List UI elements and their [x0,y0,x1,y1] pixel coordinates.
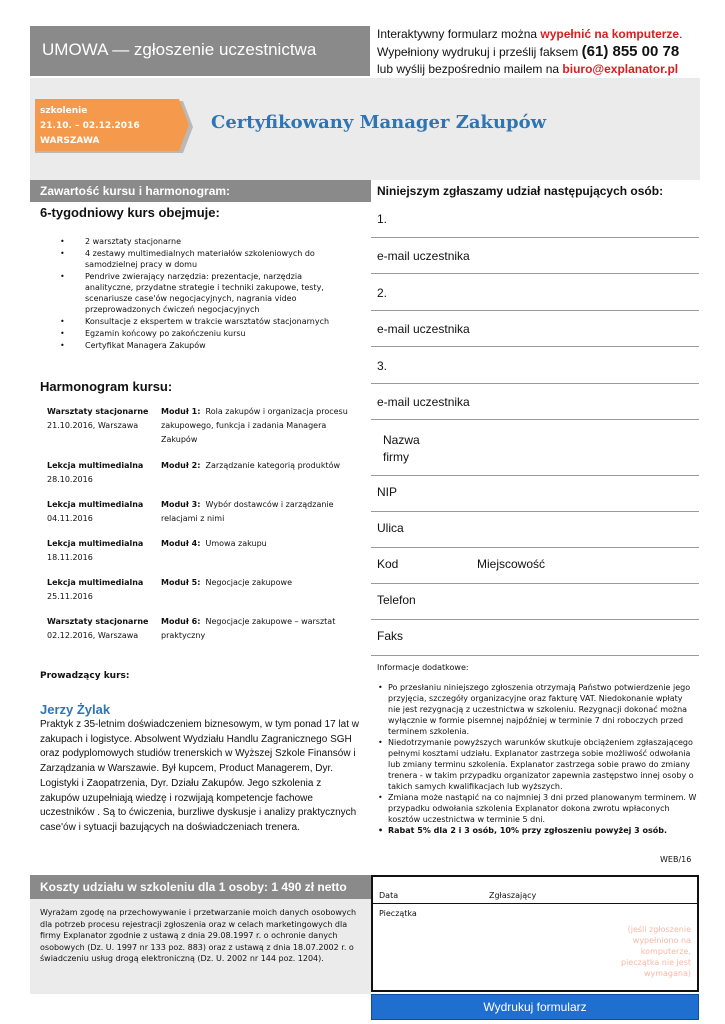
contact-info [377,26,707,78]
cost-title: Koszty udziału w szkoleniu dla 1 osoby: 1 490 zł netto [40,880,347,894]
schedule-date: 18.11.2016 [47,553,93,562]
schedule-date: 21.10.2016, Warszawa [47,421,139,430]
participant-2-email-field[interactable] [371,311,699,347]
info-list [377,682,697,836]
street-field[interactable] [371,512,699,548]
contact-line1-end: . [679,27,683,41]
module-label: Moduł 3: [161,500,201,509]
field-label: firmy [383,450,409,464]
contact-line1: Interaktywny formularz można [377,27,541,41]
schedule-date: 25.11.2016 [47,592,93,601]
schedule-type: Warsztaty stacjonarne [47,407,149,416]
list-item: • 4 zestawy multimedialnych materiałów szkoleniowych do samodzielnej pracy w domu [60,248,350,270]
stamp-note: (jeśli zgłoszenie wypełniono na komputerze, pieczątka nie jest wymagana) [621,925,692,978]
company-name-field[interactable] [371,420,699,476]
participant-3-email-field[interactable] [371,384,699,420]
schedule-type: Warsztaty stacjonarne [47,617,149,626]
fax-field[interactable] [371,620,699,656]
form-title: UMOWA — zgłoszenie uczestnictwa [42,40,317,59]
applicant-field-label[interactable]: Zgłaszający [489,891,537,900]
schedule-date: 04.11.2016 [47,514,93,523]
participant-1-field[interactable] [371,200,699,238]
participant-3-field[interactable] [371,347,699,384]
list-item: • Niedotrzymanie powyższych warunków skutkuje obciążeniem zgłaszającego pełnymi kosztami udziału. Explanator zastrzega sobie możliwość odwołania lub zmiany terminu szkolenia. Explanator zastrzega sobie prawo do zmiany trenera - w takim przypadku organizator zapewnia zastępstwo innej osoby o takich samych kwalifikacjach lub wyższych. [377,737,697,792]
training-city: WARSZAWA [40,136,100,146]
date-applicant-row [373,877,697,904]
field-label: NIP [377,485,398,499]
list-item: • Pendrive zwierający narzędzia: prezentacje, narzędzia analityczne, przydatne strategie i techniki zakupowe, testy, scenariusze case'ów negocjacyjnych, nagrania video przeprowadzonych ćwiczeń negocjacyjnych [60,271,350,315]
trainer-name: Jerzy Żylak [40,702,111,717]
phone-field[interactable] [371,584,699,620]
schedule-type: Lekcja multimedialna [47,539,144,548]
module-topic: Negocjacje zakupowe [205,578,292,587]
consent-text: Wyrażam zgodę na przechowywanie i przetwarzanie moich danych osobowych dla potrzeb procesu rejestracji zgłoszenia oraz w celach marketingowych dla firmy Explanator zgodnie z ustawą z dnia 29.08.1997 r. o ochronie danych osobowych (Dz. U. 1997 nr 133 poz. 883) oraz z ustawą z dnia 18.07.2002 r. o świadczeniu usług drogą elektroniczną (Dz. U. 2002 nr 144 poz. 1204). [30,899,371,994]
course-heading: 6-tygodniowy kurs obejmuje: [40,205,220,220]
additional-info [377,662,697,836]
module-topic: Rola zakupów i organizacja procesu zakupowego, funkcja i zadania Managera Zakupów [161,407,348,444]
schedule-heading: Harmonogram kursu: [40,379,173,394]
trainer-label: Prowadzący kurs: [40,671,130,681]
field-label: Nazwa [383,433,420,447]
postal-city-field[interactable] [371,548,699,584]
fill-on-computer-text: wypełnić na komputerze [540,27,680,41]
schedule-date: 28.10.2016 [47,475,93,484]
field-label: e-mail uczestnika [377,249,470,263]
training-dates: 21.10. – 02.12.2016 [40,121,140,131]
signature-box [371,875,699,992]
list-item: • Egzamin końcowy po zakończeniu kursu [60,328,350,339]
field-label: Telefon [377,593,416,607]
module-label: Moduł 4: [161,539,201,548]
section-title: Zawartość kursu i harmonogram: [40,184,231,198]
trainer-bio: Praktyk z 35-letnim doświadczeniem biznesowym, w tym ponad 17 lat w zakupach i logistyce. Absolwent Wydziału Handlu Zagranicznego SGH oraz podyplomowych studiów trenerskich w Wyższej Szkole Finansów i Zarządzania w Warszawie. Był kupcem, Product Managerem, Dyr. Logistyki i Zaopatrzenia, Dyr. Działu Zakupów. Jego szkolenia z zakupów uzupełniają wiedzę i rozwijają kompetencje fachowe uczestników . Są to ćwiczenia, burzliwe dyskusje i analizy praktycznych case'ów i sytuacji bazujących na doświadczeniach trenera. [40,719,360,833]
info-heading: Informacje dodatkowe: [377,663,469,672]
field-label: e-mail uczestnika [377,395,470,409]
nip-field[interactable] [371,476,699,512]
module-topic: Wybór dostawców i zarządzanie relacjami z nimi [161,500,334,523]
schedule-type: Lekcja multimedialna [47,500,144,509]
date-badge-text [40,104,140,149]
list-item: • Rabat 5% dla 2 i 3 osób, 10% przy zgłoszeniu powyżej 3 osób. [377,825,697,836]
module-topic: Negocjacje zakupowe – warsztat praktyczny [161,617,336,640]
contact-email-link[interactable]: biuro@explanator.pl [562,62,679,76]
module-topic: Zarządzanie kategorią produktów [205,461,341,470]
participants-heading: Niniejszym zgłaszamy udział następujących osób: [377,184,664,198]
field-label: Ulica [377,521,404,535]
module-label: Moduł 2: [161,461,201,470]
training-label: szkolenie [40,106,88,116]
module-label: Moduł 1: [161,407,201,416]
field-label: Kod [377,557,399,571]
field-label: 3. [377,359,388,373]
stamp-field-label[interactable]: Pieczątka [379,909,417,918]
contact-line3: lub wyślij bezpośrednio mailem na [377,62,563,76]
course-title: Certyfikowany Manager Zakupów [211,112,547,133]
list-item: • Certyfikat Managera Zakupów [60,340,350,351]
participant-2-field[interactable] [371,274,699,311]
fax-number: (61) 855 00 78 [581,43,680,60]
list-item: • Konsultacje z ekspertem w trakcie warsztatów stacjonarnych [60,316,350,327]
field-label: 1. [377,212,388,226]
field-label: Miejscowość [477,557,546,571]
participant-1-email-field[interactable] [371,238,699,274]
field-label: 2. [377,286,388,300]
field-label: e-mail uczestnika [377,322,470,336]
module-label: Moduł 5: [161,578,201,587]
list-item: • Po przesłaniu niniejszego zgłoszenia otrzymają Państwo potwierdzenie jego przyjęcia, szczegóły organizacyjne oraz fakturę VAT. Niedokonanie wpłaty nie jest rezygnacją z uczestnictwa w szkoleniu. Rezygnacji dokonać można wyłącznie w formie pisemnej najpóźniej w terminie 7 dni roboczych przed terminem szkolenia. [377,682,697,737]
print-form-button[interactable]: Wydrukuj formularz [371,994,699,1020]
contact-line2: Wypełniony wydrukuj i prześlij faksem [377,45,582,59]
list-item: • 2 warsztaty stacjonarne [60,236,350,247]
schedule-type: Lekcja multimedialna [47,461,144,470]
cost-header [30,875,371,899]
module-topic: Umowa zakupu [205,539,267,548]
field-label: Faks [377,629,404,643]
schedule-date: 02.12.2016, Warszawa [47,631,139,640]
form-code: WEB/16 [660,855,692,864]
course-content-header [30,180,371,202]
date-field-label[interactable]: Data [379,891,399,900]
form-title-bar [30,26,370,76]
module-label: Moduł 6: [161,617,201,626]
list-item: • Zmiana może nastąpić na co najmniej 3 dni przed planowanym terminem. W przypadku odwołania szkolenia Explanator dokona zwrotu wpłaconych kosztów uczestnictwa w terminie 5 dni. [377,792,697,825]
course-bullets [60,236,350,352]
schedule-type: Lekcja multimedialna [47,578,144,587]
